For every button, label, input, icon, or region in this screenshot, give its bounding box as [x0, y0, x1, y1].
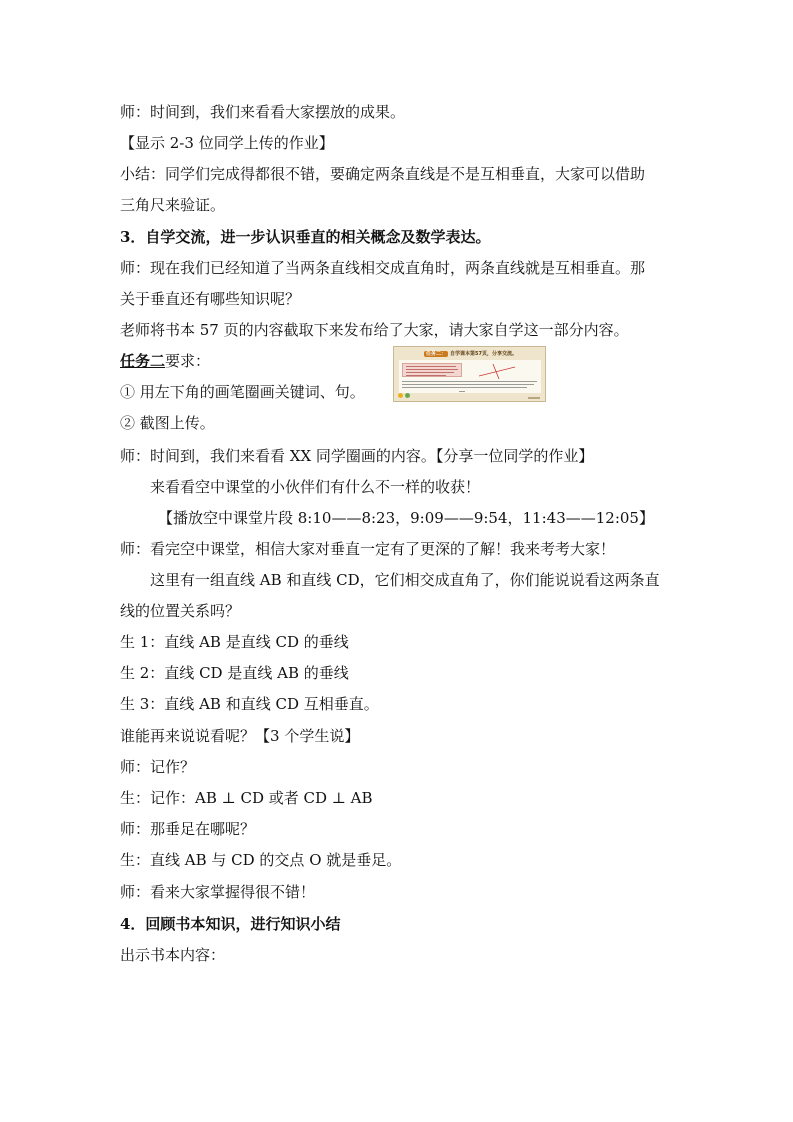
paragraph-show-homework: 【显示 2-3 位同学上传的作业】	[120, 134, 334, 152]
confirm-icon	[405, 393, 410, 398]
slide-body	[399, 360, 541, 393]
slide-title-text: 自学课本第57页，分享交流。	[450, 351, 517, 357]
requirement-label: 要求：	[165, 352, 211, 370]
paragraph-show-textbook: 出示书本内容：	[120, 946, 226, 964]
paragraph-play-clips: 【播放空中课堂片段 8:10——8:23，9:09——9:54，11:43——12:05】	[158, 509, 654, 527]
slide-thumbnail	[393, 346, 546, 402]
perpendicular-lines-figure	[477, 362, 517, 380]
task-two-requirement	[120, 351, 210, 371]
paragraph-teacher-praise: 师：看来大家掌握得很不错！	[120, 883, 316, 901]
paragraph-textbook-p57: 老师将书本 57 页的内容截取下来发布给了大家，请大家自学这一部分内容。	[120, 321, 629, 339]
section-heading-3: 3．自学交流，进一步认识垂直的相关概念及数学表达。	[120, 228, 491, 246]
student-answer-3: 生 3：直线 AB 和直线 CD 互相垂直。	[120, 695, 379, 713]
student-notation: 生：记作：AB ⊥ CD 或者 CD ⊥ AB	[120, 789, 373, 807]
paragraph-air-class: 来看看空中课堂的小伙伴们有什么不一样的收获！	[150, 478, 481, 496]
student-foot-answer: 生：直线 AB 与 CD 的交点 O 就是垂足。	[120, 851, 402, 869]
requirement-item-2: ② 截图上传。	[120, 414, 215, 432]
paragraph-summary: 小结：同学们完成得都很不错，要确定两条直线是不是互相垂直，大家可以借助	[120, 165, 646, 183]
requirement-item-1: ① 用左下角的画笔圈画关键词、句。	[120, 383, 365, 401]
paragraph-lines-ab-cd: 这里有一组直线 AB 和直线 CD，它们相交成直角了，你们能说说看这两条直	[150, 571, 660, 589]
section-heading-4: 4．回顾书本知识，进行知识小结	[120, 915, 341, 933]
slide-definition-box	[402, 363, 462, 377]
paragraph-teacher-perpendicular: 师：现在我们已经知道了当两条直线相交成直角时，两条直线就是互相垂直。那	[120, 259, 646, 277]
slide-tag: 任务二：	[426, 351, 447, 357]
paragraph-teacher-foot: 师：那垂足在哪呢？	[120, 820, 256, 838]
slide-title	[424, 351, 517, 357]
task-two-label: 任务二	[120, 352, 166, 370]
student-answer-2: 生 2：直线 CD 是直线 AB 的垂线	[120, 664, 349, 682]
paragraph-teacher-notation: 师：记作？	[120, 758, 196, 776]
paragraph-lines-ab-cd-cont: 线的位置关系吗？	[120, 602, 241, 620]
paragraph-teacher-share: 师：时间到，我们来看看 XX 同学圈画的内容。【分享一位同学的作业】	[120, 447, 594, 465]
paragraph-summary-cont: 三角尺来验证。	[120, 196, 226, 214]
paragraph-teacher-perpendicular-cont: 关于垂直还有哪些知识呢？	[120, 290, 301, 308]
pen-tool-icon	[398, 393, 403, 398]
paragraph-teacher-quiz: 师：看完空中课堂，相信大家对垂直一定有了更深的了解！我来考考大家！	[120, 540, 616, 558]
slide-footer-mark	[528, 397, 540, 399]
paragraph-who-else: 谁能再来说说看呢？【3 个学生说】	[120, 727, 360, 745]
paragraph-teacher-time-up: 师：时间到，我们来看看大家摆放的成果。	[120, 103, 406, 121]
student-answer-1: 生 1：直线 AB 是直线 CD 的垂线	[120, 633, 349, 651]
